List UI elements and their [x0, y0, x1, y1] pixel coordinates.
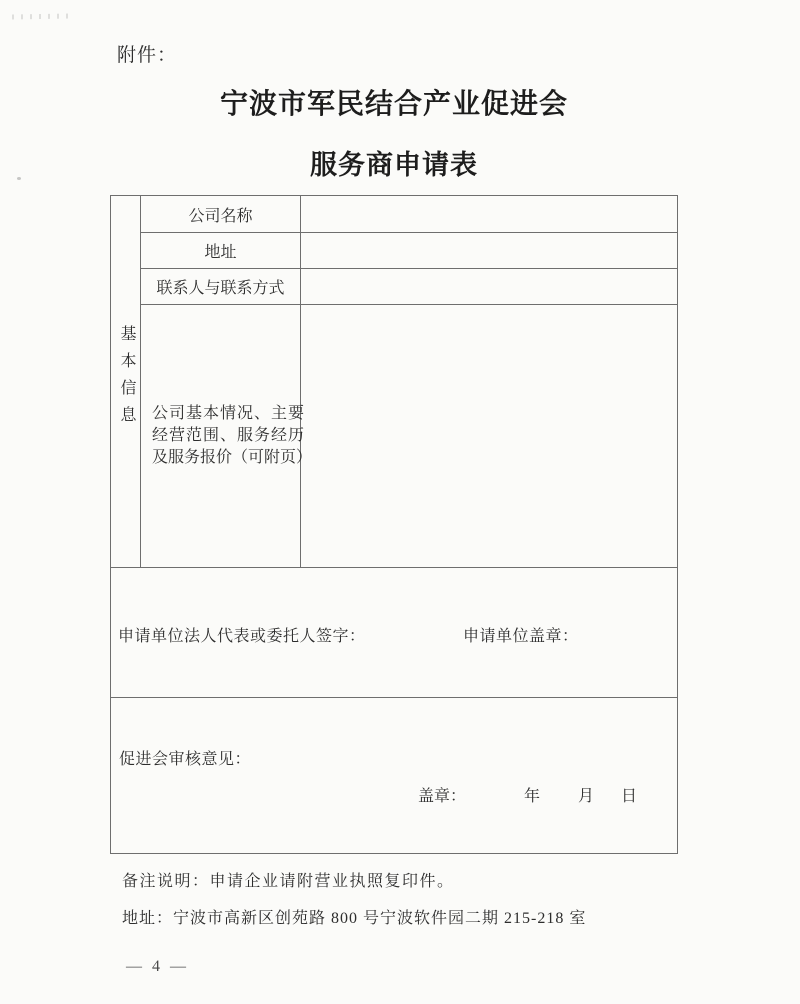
company-profile-label-text: 公司基本情况、主要经营范围、服务经历及服务报价（可附页） — [152, 405, 313, 466]
cell-contact-value — [301, 269, 678, 305]
table-row — [111, 698, 678, 854]
applicant-seal-label: 申请单位盖章： — [463, 628, 579, 645]
table-row — [111, 196, 678, 233]
application-form-table — [110, 195, 678, 854]
row-label-company-profile — [141, 305, 313, 568]
row-label-contact: 联系人与联系方式 — [141, 269, 301, 305]
footer-note: 备注说明：申请企业请附营业执照复印件。 — [122, 873, 455, 890]
cell-company-profile-value — [301, 305, 678, 568]
day-label: 日 — [621, 788, 638, 805]
seal-label: 盖章： — [418, 788, 467, 805]
page-number: — 4 — — [126, 958, 189, 975]
review-opinion-label: 促进会审核意见： — [119, 751, 252, 768]
cell-company-name-value — [301, 196, 678, 233]
month-label: 月 — [578, 788, 595, 805]
row-label-company-name: 公司名称 — [141, 196, 301, 233]
footer-address: 地址：宁波市高新区创苑路 800 号宁波软件园二期 215-218 室 — [122, 910, 587, 927]
scan-artifact — [12, 13, 70, 19]
table-row — [111, 233, 678, 269]
year-label: 年 — [524, 788, 541, 805]
review-row-cell — [111, 698, 678, 854]
table-row — [111, 305, 678, 568]
document-subtitle: 服务商申请表 — [310, 150, 478, 180]
attachment-label: 附件： — [117, 45, 178, 66]
table-row — [111, 568, 678, 698]
section-cell-basic-info — [111, 196, 141, 568]
document-title: 宁波市军民结合产业促进会 — [219, 89, 568, 120]
row-label-address: 地址 — [141, 233, 301, 269]
signer-label: 申请单位法人代表或委托人签字： — [118, 628, 366, 645]
signature-row-cell — [111, 568, 678, 698]
cell-address-value — [301, 233, 678, 269]
section-label-vertical: 基本信息 — [118, 325, 135, 433]
scan-artifact-dot — [17, 177, 21, 180]
table-row — [111, 269, 678, 305]
